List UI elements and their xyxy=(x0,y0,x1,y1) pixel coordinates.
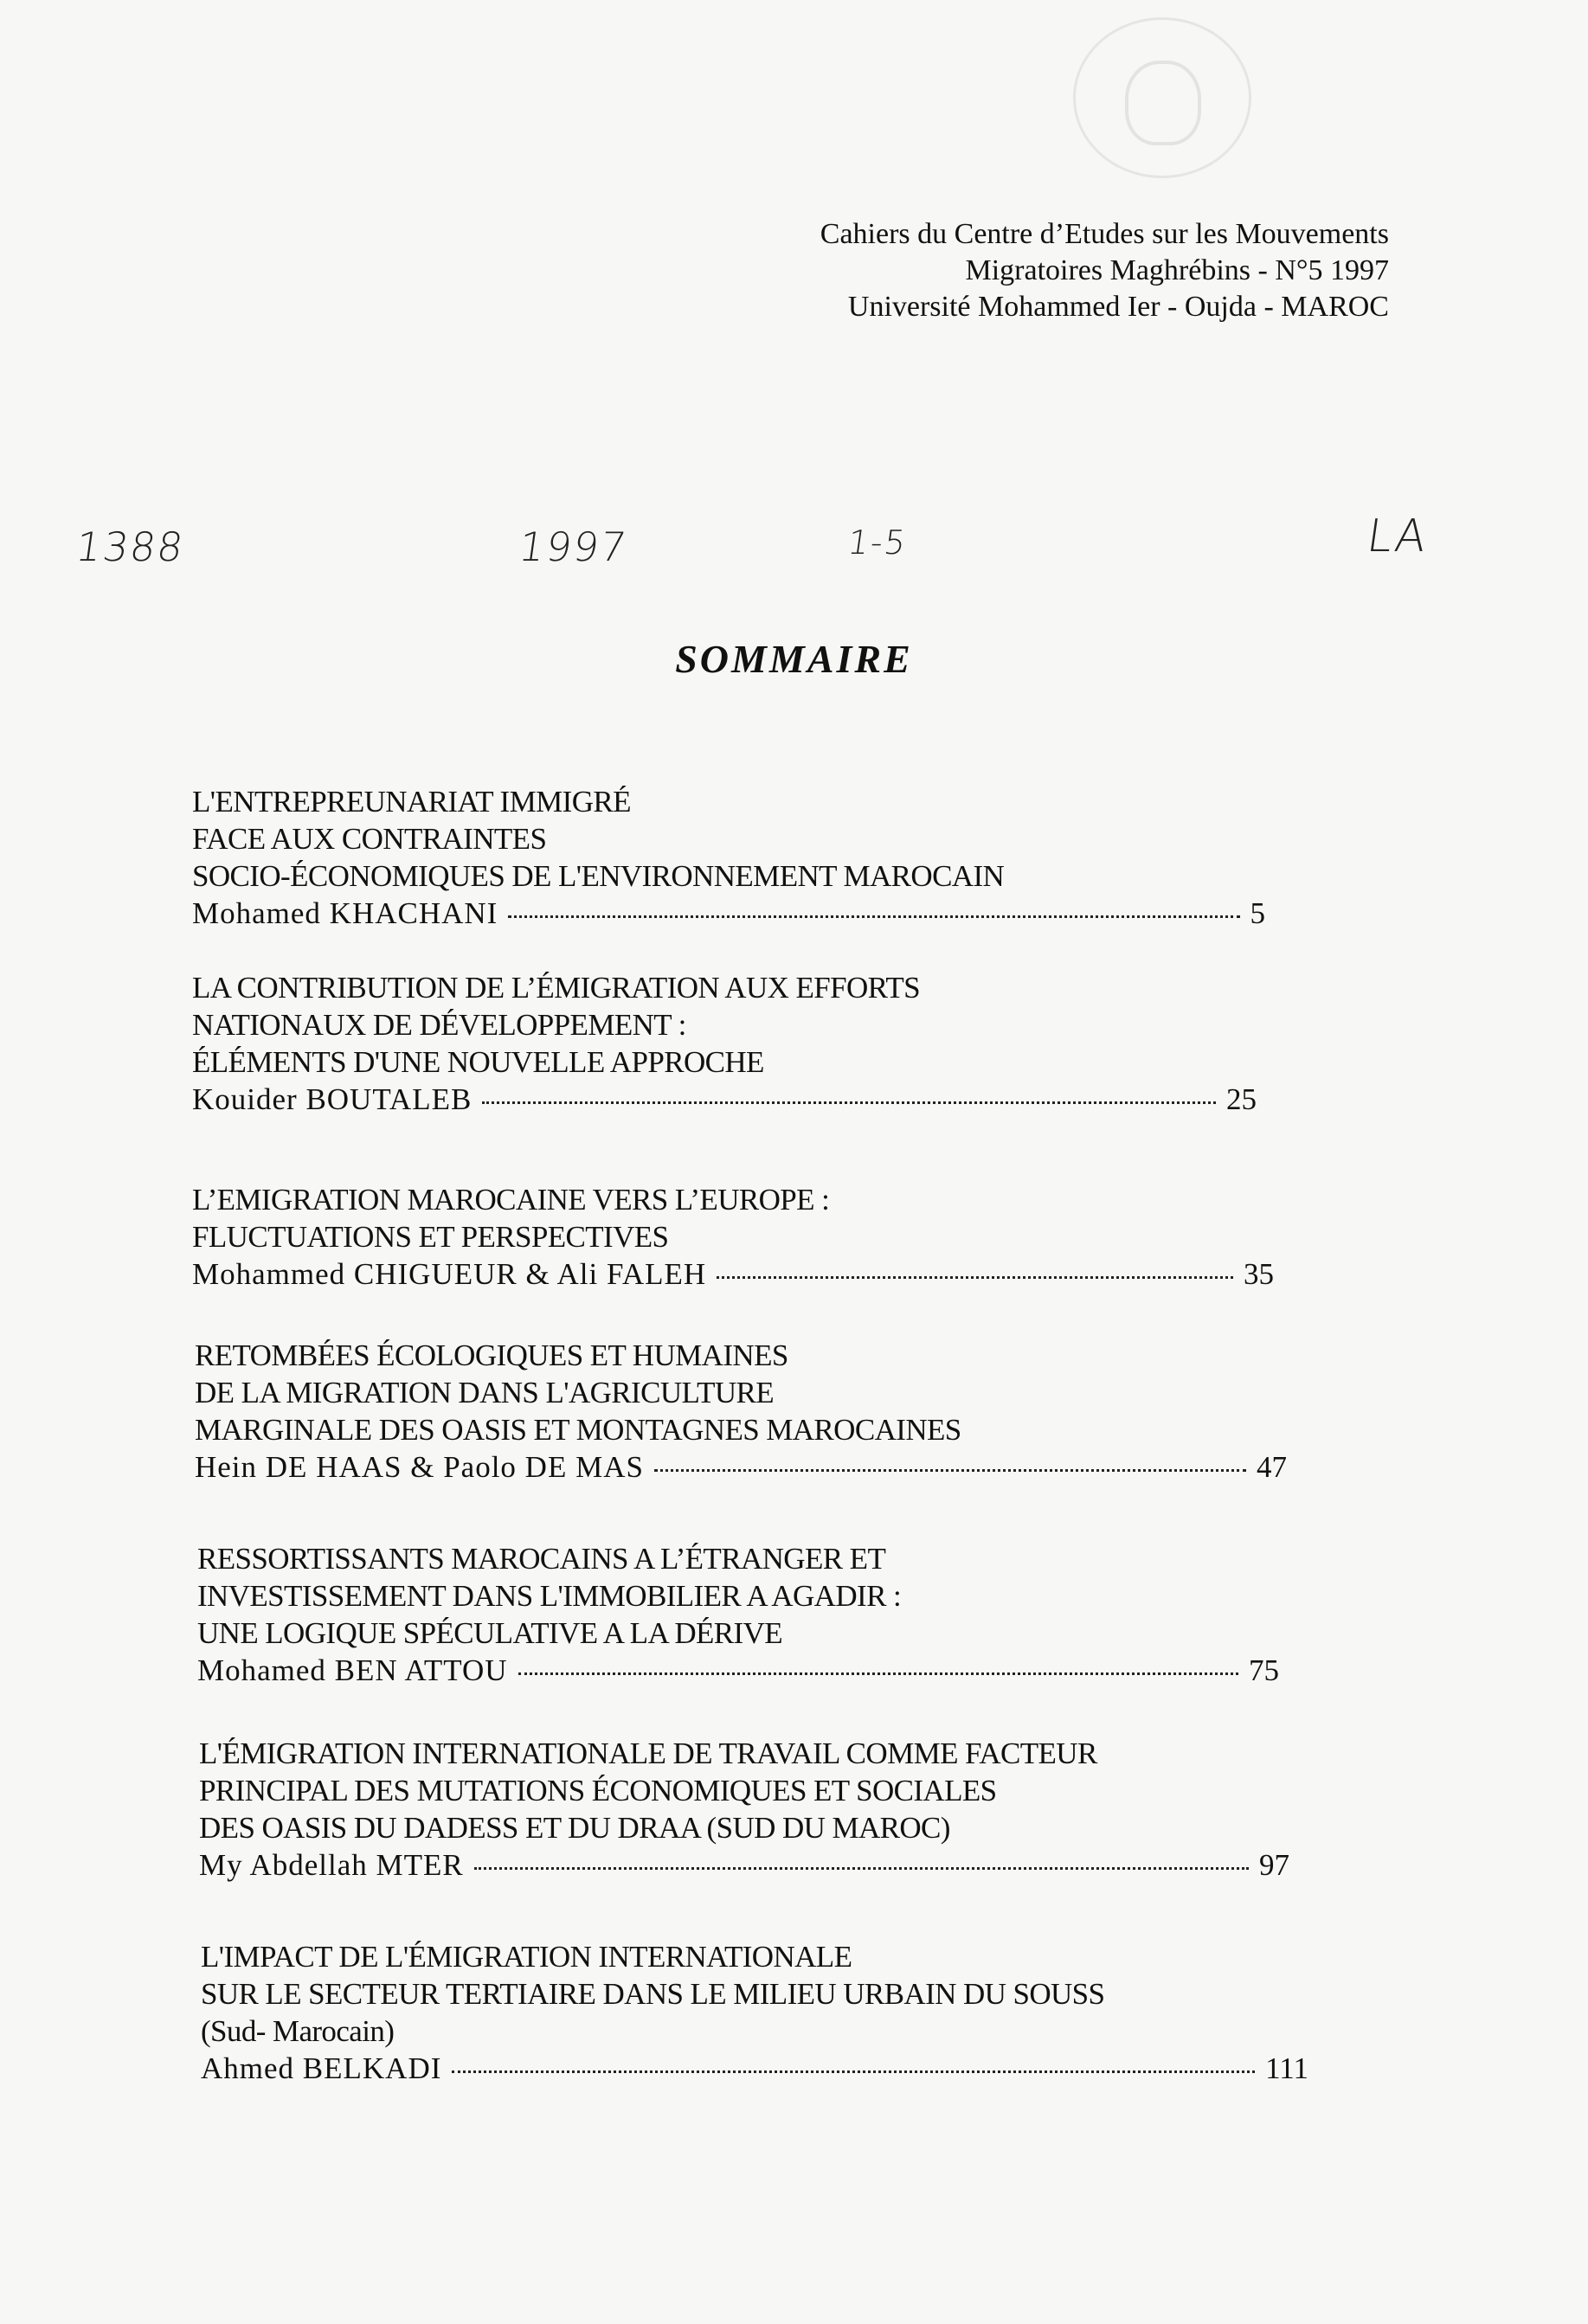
handwritten-note-1: 1388 xyxy=(73,523,188,570)
toc-entry xyxy=(192,783,1265,932)
toc-entry xyxy=(201,1938,1308,2087)
toc-entry xyxy=(195,1337,1287,1486)
dot-leader xyxy=(717,1276,1233,1279)
entry-title-line: ÉLÉMENTS D'UNE NOUVELLE APPROCHE xyxy=(192,1045,764,1079)
entry-title-line: DE LA MIGRATION DANS L'AGRICULTURE xyxy=(195,1376,775,1409)
journal-header xyxy=(820,216,1389,325)
entry-page-number: 97 xyxy=(1259,1848,1289,1882)
entry-author: Mohamed BEN ATTOU xyxy=(197,1653,508,1687)
entry-author: Mohammed CHIGUEUR & Ali FALEH xyxy=(192,1257,707,1291)
entry-title-line: SOCIO-ÉCONOMIQUES DE L'ENVIRONNEMENT MAROCAIN xyxy=(192,859,1005,893)
header-line-2: Migratoires Maghrébins - N°5 1997 xyxy=(965,254,1389,286)
entry-title-line: UNE LOGIQUE SPÉCULATIVE A LA DÉRIVE xyxy=(197,1616,783,1650)
entry-title-line: L'ENTREPREUNARIAT IMMIGRÉ xyxy=(192,785,631,819)
entry-author-line xyxy=(192,1255,1274,1293)
entry-page-number: 75 xyxy=(1249,1653,1279,1687)
page-title: SOMMAIRE xyxy=(675,637,913,681)
stamp-mark-inner xyxy=(1125,61,1201,145)
entry-title-line: LA CONTRIBUTION DE L’ÉMIGRATION AUX EFFORTS xyxy=(192,971,920,1005)
entry-title-line: L'IMPACT DE L'ÉMIGRATION INTERNATIONALE xyxy=(201,1940,852,1974)
entry-title-line: INVESTISSEMENT DANS L'IMMOBILIER A AGADIR : xyxy=(197,1579,902,1613)
entry-title-line: L’EMIGRATION MAROCAINE VERS L’EUROPE : xyxy=(192,1183,830,1217)
entry-page-number: 25 xyxy=(1226,1082,1257,1116)
entry-title-line: FLUCTUATIONS ET PERSPECTIVES xyxy=(192,1220,669,1254)
entry-author: Kouider BOUTALEB xyxy=(192,1082,473,1116)
entry-title-line: SUR LE SECTEUR TERTIAIRE DANS LE MILIEU URBAIN DU SOUSS xyxy=(201,1977,1105,2011)
dot-leader xyxy=(474,1867,1249,1870)
entry-title-line: FACE AUX CONTRAINTES xyxy=(192,822,547,856)
header-line-1: Cahiers du Centre d’Etudes sur les Mouvements xyxy=(820,218,1389,250)
entry-title-line: RESSORTISSANTS MAROCAINS A L’ÉTRANGER ET xyxy=(197,1542,886,1576)
handwritten-note-4: LA xyxy=(1363,510,1431,562)
entry-author-line xyxy=(199,1846,1289,1884)
entry-author-line xyxy=(192,1081,1257,1118)
dot-leader xyxy=(654,1469,1246,1472)
entry-title-line: L'ÉMIGRATION INTERNATIONALE DE TRAVAIL COMME FACTEUR xyxy=(199,1737,1097,1770)
entry-title-line: RETOMBÉES ÉCOLOGIQUES ET HUMAINES xyxy=(195,1339,788,1372)
toc-entry xyxy=(197,1540,1279,1689)
entry-title-line: MARGINALE DES OASIS ET MONTAGNES MAROCAINES xyxy=(195,1413,961,1447)
entry-author-line xyxy=(197,1652,1279,1689)
header-line-3: Université Mohammed Ier - Oujda - MAROC xyxy=(847,291,1389,323)
entry-author: Hein DE HAAS & Paolo DE MAS xyxy=(195,1450,644,1484)
entry-page-number: 35 xyxy=(1244,1257,1274,1291)
dot-leader xyxy=(508,915,1239,918)
entry-title-line: DES OASIS DU DADESS ET DU DRAA (SUD DU MAROC) xyxy=(199,1811,950,1845)
entry-page-number: 47 xyxy=(1257,1450,1287,1484)
dot-leader xyxy=(518,1672,1238,1675)
entry-author: Ahmed BELKADI xyxy=(201,2051,442,2085)
handwritten-note-2: 1997 xyxy=(516,523,631,570)
toc-entry xyxy=(199,1735,1289,1884)
dot-leader xyxy=(482,1101,1216,1104)
entry-page-number: 5 xyxy=(1250,896,1265,930)
dot-leader xyxy=(452,2070,1255,2073)
handwritten-note-3: 1-5 xyxy=(845,523,910,562)
entry-page-number: 111 xyxy=(1265,2051,1308,2085)
entry-title-line: PRINCIPAL DES MUTATIONS ÉCONOMIQUES ET SOCIALES xyxy=(199,1774,997,1807)
entry-author-line xyxy=(192,895,1265,932)
toc-entry xyxy=(192,969,1257,1118)
entry-author: My Abdellah MTER xyxy=(199,1848,464,1882)
entry-author: Mohamed KHACHANI xyxy=(192,896,498,930)
entry-author-line xyxy=(201,2050,1308,2087)
entry-title-line: NATIONAUX DE DÉVELOPPEMENT : xyxy=(192,1008,686,1042)
entry-title-line: (Sud- Marocain) xyxy=(201,2014,395,2048)
toc-entry xyxy=(192,1181,1274,1293)
entry-author-line xyxy=(195,1448,1287,1486)
